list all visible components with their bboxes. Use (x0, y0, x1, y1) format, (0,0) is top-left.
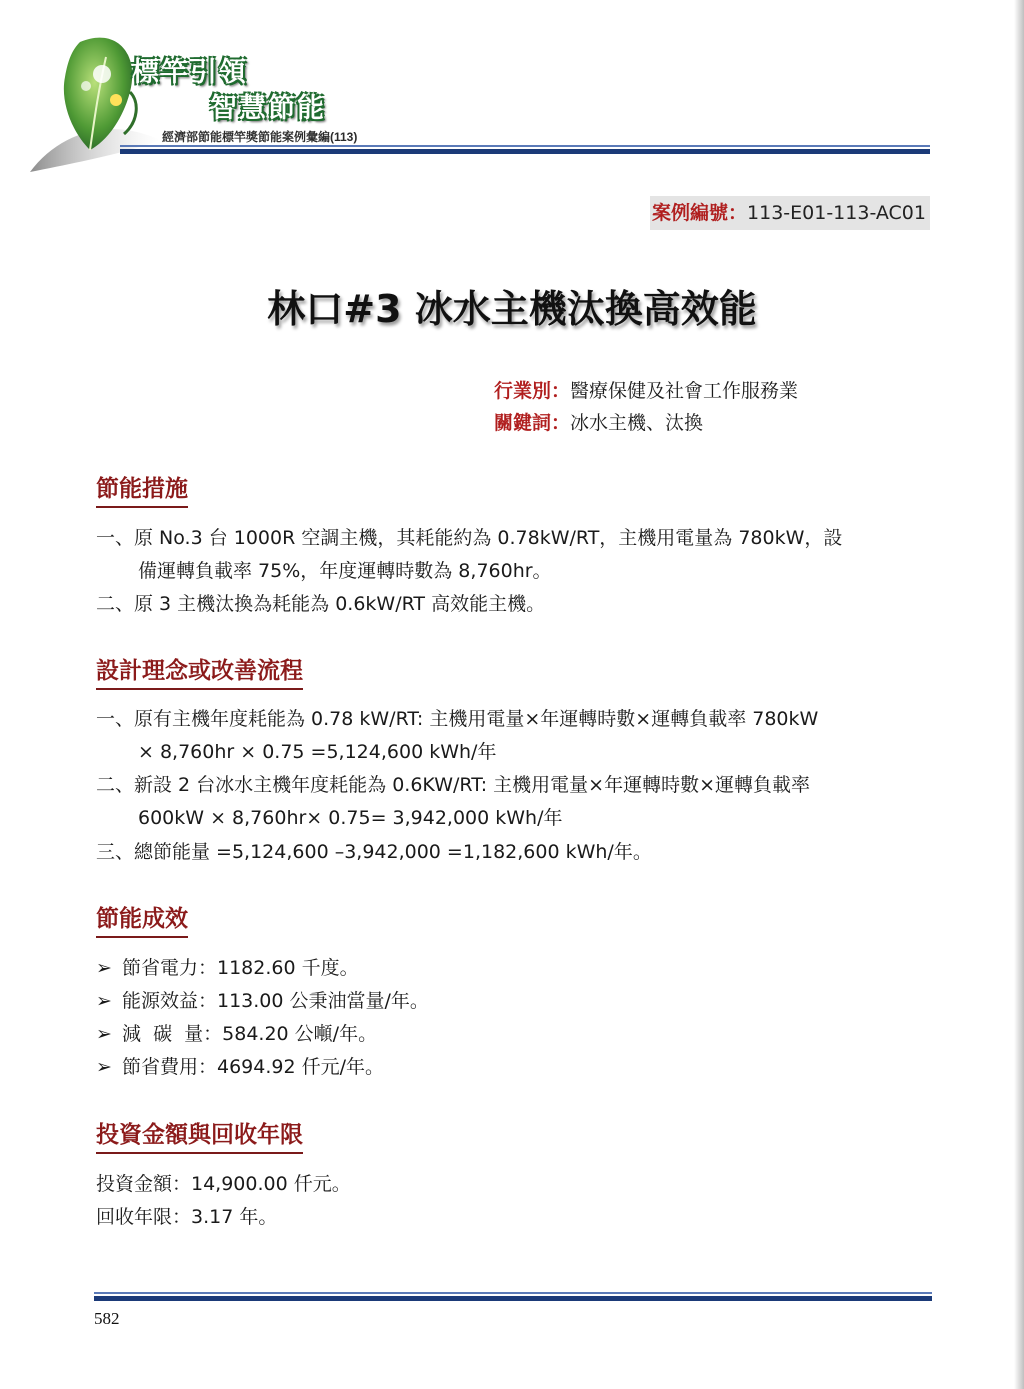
page-edge-shadow (1014, 0, 1024, 1389)
industry-value: 醫療保健及社會工作服務業 (570, 380, 799, 402)
header-rule (120, 145, 930, 154)
design-line: 600kW × 8,760hr× 0.75= 3,942,000 kWh/年 (138, 807, 563, 829)
section-heading-investment: 投資金額與回收年限 (96, 1116, 303, 1154)
case-number-value: 113-E01-113-AC01 (747, 202, 926, 224)
design-line: 三、總節能量 =5,124,600 –3,942,000 =1,182,600 kWh/年。 (96, 841, 652, 863)
keywords-row (494, 408, 703, 435)
case-number-label: 案例編號： (652, 202, 748, 224)
slogan-line-2: 智慧節能 (210, 93, 326, 124)
design-line: 一、原有主機年度耗能為 0.78 kW/RT: 主機用電量×年運轉時數×運轉負載率 780kW (96, 708, 819, 730)
investment-amount: 投資金額：14,900.00 仟元。 (96, 1173, 351, 1195)
design-line: × 8,760hr × 0.75 =5,124,600 kWh/年 (138, 741, 497, 763)
industry-row (494, 376, 798, 403)
results-item: ➢ 節省費用：4694.92 仟元/年。 (96, 1056, 385, 1078)
results-item: ➢ 減 碳 量：584.20 公噸/年。 (96, 1023, 378, 1045)
measures-line: 一、原 No.3 台 1000R 空調主機，其耗能約為 0.78kW/RT，主機用電量為 780kW，設 (96, 527, 843, 549)
section-heading-results: 節能成效 (96, 900, 188, 938)
page-title: 林口#3 冰水主機汰換高效能 (267, 287, 757, 331)
measures-line: 二、原 3 主機汰換為耗能為 0.6kW/RT 高效能主機。 (96, 593, 546, 615)
industry-label: 行業別： (494, 380, 571, 402)
section-heading-measures: 節能措施 (96, 470, 188, 508)
page-number: 582 (94, 1309, 120, 1328)
arrow-bullet-icon: ➢ (96, 957, 112, 979)
keywords-label: 關鍵詞： (494, 412, 571, 434)
design-line: 二、新設 2 台冰水主機年度耗能為 0.6KW/RT: 主機用電量×年運轉時數×運轉負載率 (96, 774, 811, 796)
results-item: ➢ 節省電力：1182.60 千度。 (96, 957, 359, 979)
slogan-line-1: 標竿引領 (132, 57, 248, 88)
results-item: ➢ 能源效益：113.00 公秉油當量/年。 (96, 990, 429, 1012)
arrow-bullet-icon: ➢ (96, 990, 112, 1012)
footer-rule (94, 1292, 932, 1301)
arrow-bullet-icon: ➢ (96, 1023, 112, 1045)
section-heading-design: 設計理念或改善流程 (96, 652, 303, 690)
book-title: 經濟部節能標竿獎節能案例彙編(113) (162, 130, 358, 144)
case-number-box (650, 196, 930, 230)
header-logo (20, 22, 400, 182)
arrow-bullet-icon: ➢ (96, 1056, 112, 1078)
payback-period: 回收年限：3.17 年。 (96, 1206, 278, 1228)
measures-line: 備運轉負載率 75%，年度運轉時數為 8,760hr。 (138, 560, 552, 582)
keywords-value: 冰水主機、汰換 (570, 412, 704, 434)
